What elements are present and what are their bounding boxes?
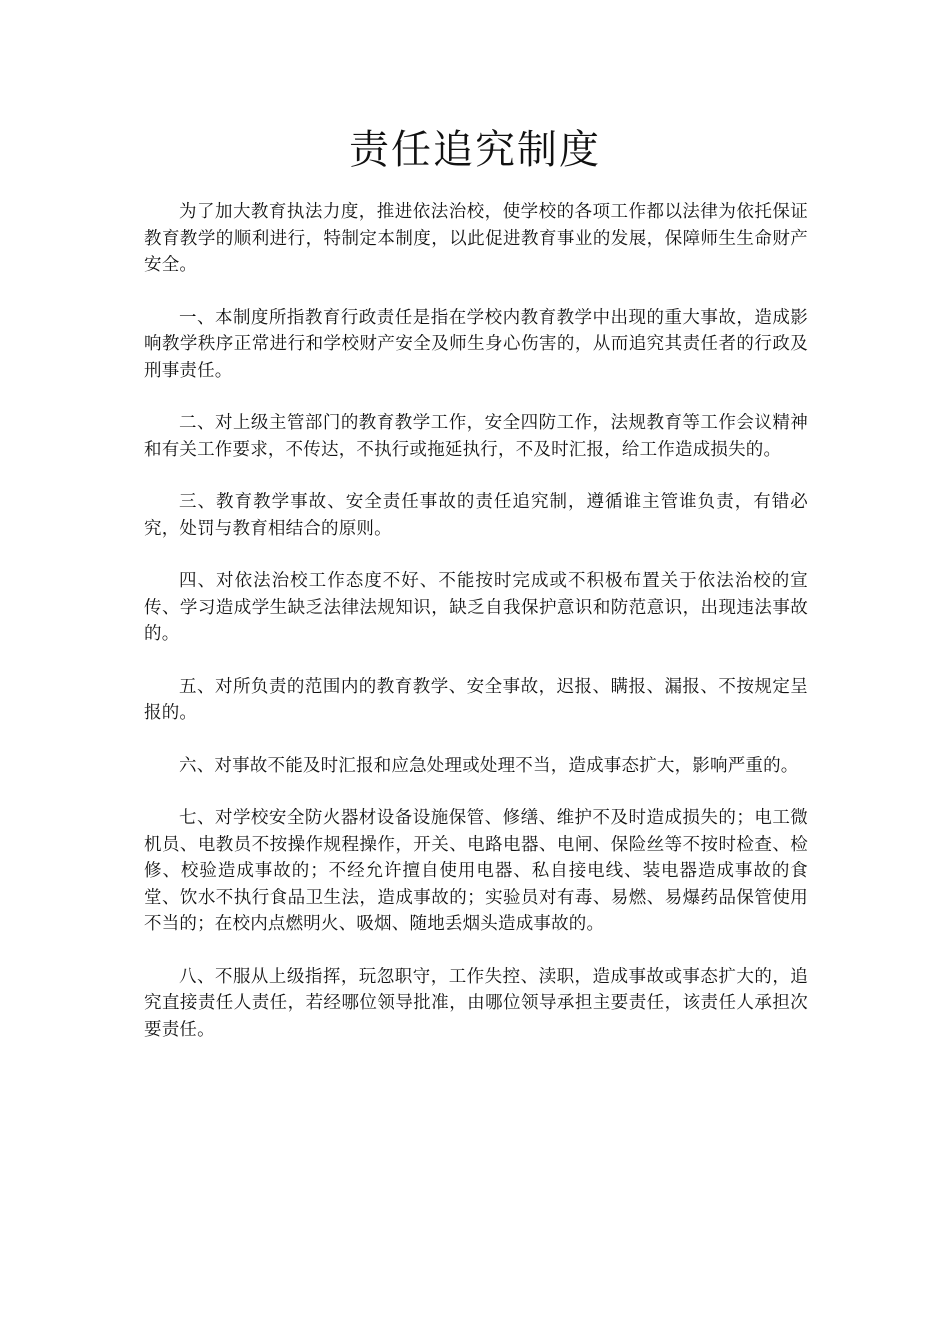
clause-5-paragraph: 五、对所负责的范围内的教育教学、安全事故，迟报、瞒报、漏报、不按规定呈报的。: [144, 676, 808, 723]
document-body: [144, 199, 808, 1069]
clause-2-paragraph: 二、对上级主管部门的教育教学工作，安全四防工作，法规教育等工作会议精神和有关工作要求，不传达，不执行或拖延执行，不及时汇报，给工作造成损失的。: [144, 413, 808, 460]
clause-8-paragraph: 八、不服从上级指挥，玩忽职守，工作失控、渎职，造成事故或事态扩大的，追究直接责任人责任，若经哪位领导批准，由哪位领导承担主要责任，该责任人承担次要责任。: [144, 966, 808, 1040]
document-title: 责任追究制度: [349, 127, 601, 173]
intro-paragraph: 为了加大教育执法力度，推进依法治校，使学校的各项工作都以法律为依托保证教育教学的顺利进行，特制定本制度，以此促进教育事业的发展，保障师生生命财产安全。: [144, 202, 808, 275]
clause-7-paragraph: 七、对学校安全防火器材设备设施保管、修缮、维护不及时造成损失的；电工微机员、电教员不按操作规程操作，开关、电路电器、电闸、保险丝等不按时检查、检修、校验造成事故的；不经允许擅自使用电器、私自接电线、装电器造成事故的食堂、饮水不执行食品卫生法，造成事故的；实验员对有毒、易燃、易爆药品保管使用不当的；在校内点燃明火、吸烟、随地丢烟头造成事故的。: [144, 808, 808, 934]
clause-4-paragraph: 四、对依法治校工作态度不好、不能按时完成或不积极布置关于依法治校的宣传、学习造成学生缺乏法律法规知识，缺乏自我保护意识和防范意识，出现违法事故的。: [144, 571, 808, 644]
clause-6-paragraph: 六、对事故不能及时汇报和应急处理或处理不当，造成事态扩大，影响严重的。: [179, 755, 799, 776]
clause-3-paragraph: 三、教育教学事故、安全责任事故的责任追究制，遵循谁主管谁负责，有错必究，处罚与教育相结合的原则。: [144, 492, 808, 539]
clause-1-paragraph: 一、本制度所指教育行政责任是指在学校内教育教学中出现的重大事故，造成影响教学秩序正常进行和学校财产安全及师生身心伤害的，从而追究其责任者的行政及刑事责任。: [144, 307, 808, 381]
